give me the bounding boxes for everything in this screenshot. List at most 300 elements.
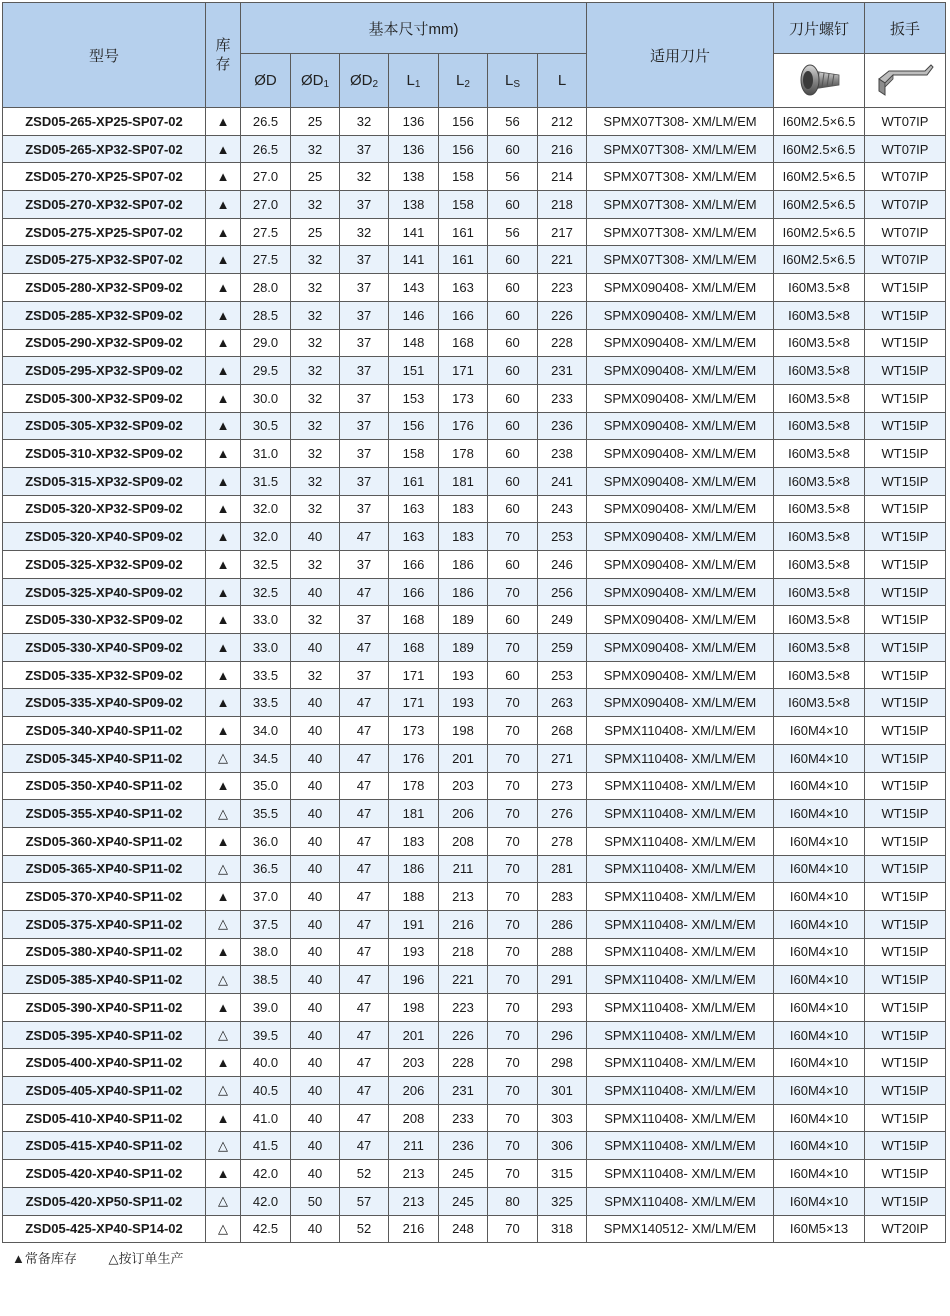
cell-l2: 233 <box>439 1104 488 1132</box>
cell-stock: ▲ <box>206 1049 241 1077</box>
cell-l2: 168 <box>439 329 488 357</box>
cell-insert: SPMX110408- XM/LM/EM <box>587 1077 774 1105</box>
cell-stock: ▲ <box>206 661 241 689</box>
cell-l: 246 <box>538 551 587 579</box>
cell-model: ZSD05-305-XP32-SP09-02 <box>3 412 206 440</box>
cell-insert: SPMX110408- XM/LM/EM <box>587 994 774 1022</box>
cell-insert: SPMX07T308- XM/LM/EM <box>587 191 774 219</box>
cell-screw: I60M5×13 <box>774 1215 865 1243</box>
cell-model: ZSD05-385-XP40-SP11-02 <box>3 966 206 994</box>
cell-screw: I60M4×10 <box>774 938 865 966</box>
cell-ls: 70 <box>488 1215 538 1243</box>
cell-d2: 47 <box>340 1049 389 1077</box>
cell-l1: 178 <box>389 772 439 800</box>
cell-model: ZSD05-325-XP32-SP09-02 <box>3 551 206 579</box>
header-dim-base: L <box>456 71 465 89</box>
header-dim-sub: 1 <box>323 78 330 90</box>
cell-d: 38.5 <box>241 966 291 994</box>
cell-wrench: WT07IP <box>865 108 946 136</box>
cell-screw: I60M4×10 <box>774 1077 865 1105</box>
table-row <box>3 1104 946 1132</box>
cell-ls: 60 <box>488 246 538 274</box>
cell-wrench: WT20IP <box>865 1215 946 1243</box>
cell-l1: 171 <box>389 661 439 689</box>
cell-d1: 40 <box>291 578 340 606</box>
cell-d1: 25 <box>291 108 340 136</box>
cell-screw: I60M3.5×8 <box>774 467 865 495</box>
cell-l2: 156 <box>439 108 488 136</box>
cell-l2: 178 <box>439 440 488 468</box>
cell-l: 271 <box>538 744 587 772</box>
cell-insert: SPMX110408- XM/LM/EM <box>587 1049 774 1077</box>
cell-d1: 32 <box>291 135 340 163</box>
cell-l2: 183 <box>439 523 488 551</box>
cell-d1: 32 <box>291 246 340 274</box>
cell-insert: SPMX07T308- XM/LM/EM <box>587 135 774 163</box>
cell-wrench: WT15IP <box>865 606 946 634</box>
cell-l1: 213 <box>389 1187 439 1215</box>
cell-model: ZSD05-340-XP40-SP11-02 <box>3 717 206 745</box>
cell-l1: 166 <box>389 578 439 606</box>
cell-stock: ▲ <box>206 191 241 219</box>
header-dim <box>340 54 389 108</box>
table-row <box>3 634 946 662</box>
cell-ls: 56 <box>488 108 538 136</box>
cell-l: 259 <box>538 634 587 662</box>
cell-model: ZSD05-310-XP32-SP09-02 <box>3 440 206 468</box>
cell-model: ZSD05-365-XP40-SP11-02 <box>3 855 206 883</box>
cell-d2: 37 <box>340 412 389 440</box>
table-row <box>3 689 946 717</box>
header-dim-base: L <box>406 71 415 89</box>
cell-ls: 70 <box>488 1132 538 1160</box>
cell-insert: SPMX090408- XM/LM/EM <box>587 661 774 689</box>
cell-model: ZSD05-285-XP32-SP09-02 <box>3 301 206 329</box>
cell-d: 34.5 <box>241 744 291 772</box>
header-basic-dims: 基本尺寸mm) <box>241 3 587 54</box>
cell-l: 256 <box>538 578 587 606</box>
cell-ls: 60 <box>488 412 538 440</box>
cell-d1: 40 <box>291 523 340 551</box>
cell-l1: 186 <box>389 855 439 883</box>
cell-stock: ▲ <box>206 301 241 329</box>
cell-d2: 37 <box>340 384 389 412</box>
cell-ls: 70 <box>488 1049 538 1077</box>
cell-insert: SPMX110408- XM/LM/EM <box>587 827 774 855</box>
cell-wrench: WT15IP <box>865 440 946 468</box>
cell-l: 253 <box>538 523 587 551</box>
cell-l1: 193 <box>389 938 439 966</box>
cell-l: 233 <box>538 384 587 412</box>
cell-model: ZSD05-360-XP40-SP11-02 <box>3 827 206 855</box>
cell-insert: SPMX090408- XM/LM/EM <box>587 551 774 579</box>
cell-wrench: WT15IP <box>865 523 946 551</box>
cell-stock: ▲ <box>206 1104 241 1132</box>
cell-d1: 32 <box>291 191 340 219</box>
cell-screw: I60M3.5×8 <box>774 357 865 385</box>
cell-model: ZSD05-425-XP40-SP14-02 <box>3 1215 206 1243</box>
cell-stock: ▲ <box>206 772 241 800</box>
cell-l2: 161 <box>439 246 488 274</box>
cell-model: ZSD05-345-XP40-SP11-02 <box>3 744 206 772</box>
cell-l1: 138 <box>389 163 439 191</box>
cell-screw: I60M4×10 <box>774 744 865 772</box>
cell-d2: 37 <box>340 246 389 274</box>
cell-d2: 47 <box>340 938 389 966</box>
cell-l1: 176 <box>389 744 439 772</box>
table-row <box>3 108 946 136</box>
cell-l: 288 <box>538 938 587 966</box>
cell-l: 226 <box>538 301 587 329</box>
cell-ls: 60 <box>488 440 538 468</box>
cell-stock: △ <box>206 800 241 828</box>
cell-l: 286 <box>538 910 587 938</box>
cell-l2: 201 <box>439 744 488 772</box>
cell-d: 35.5 <box>241 800 291 828</box>
cell-ls: 70 <box>488 1077 538 1105</box>
cell-d2: 37 <box>340 135 389 163</box>
cell-model: ZSD05-350-XP40-SP11-02 <box>3 772 206 800</box>
cell-wrench: WT15IP <box>865 384 946 412</box>
table-row <box>3 274 946 302</box>
cell-insert: SPMX090408- XM/LM/EM <box>587 606 774 634</box>
cell-d: 30.5 <box>241 412 291 440</box>
cell-l: 218 <box>538 191 587 219</box>
cell-screw: I60M4×10 <box>774 883 865 911</box>
cell-model: ZSD05-395-XP40-SP11-02 <box>3 1021 206 1049</box>
cell-d2: 37 <box>340 440 389 468</box>
table-row <box>3 1077 946 1105</box>
cell-screw: I60M3.5×8 <box>774 689 865 717</box>
cell-model: ZSD05-390-XP40-SP11-02 <box>3 994 206 1022</box>
cell-screw: I60M4×10 <box>774 994 865 1022</box>
cell-ls: 56 <box>488 218 538 246</box>
cell-ls: 70 <box>488 827 538 855</box>
cell-screw: I60M4×10 <box>774 1187 865 1215</box>
cell-stock: △ <box>206 910 241 938</box>
cell-d: 31.0 <box>241 440 291 468</box>
cell-d1: 40 <box>291 966 340 994</box>
table-header <box>3 3 946 108</box>
cell-stock: ▲ <box>206 938 241 966</box>
cell-insert: SPMX110408- XM/LM/EM <box>587 744 774 772</box>
cell-wrench: WT07IP <box>865 191 946 219</box>
cell-d1: 40 <box>291 634 340 662</box>
cell-l2: 158 <box>439 191 488 219</box>
cell-d: 32.0 <box>241 523 291 551</box>
cell-d: 38.0 <box>241 938 291 966</box>
cell-model: ZSD05-300-XP32-SP09-02 <box>3 384 206 412</box>
header-dim <box>389 54 439 108</box>
cell-d2: 47 <box>340 910 389 938</box>
cell-screw: I60M2.5×6.5 <box>774 218 865 246</box>
cell-d2: 52 <box>340 1160 389 1188</box>
cell-l1: 198 <box>389 994 439 1022</box>
cell-stock: ▲ <box>206 578 241 606</box>
header-dim <box>439 54 488 108</box>
cell-stock: △ <box>206 1132 241 1160</box>
cell-d1: 40 <box>291 1132 340 1160</box>
cell-l2: 183 <box>439 495 488 523</box>
cell-d1: 32 <box>291 606 340 634</box>
cell-screw: I60M3.5×8 <box>774 661 865 689</box>
cell-ls: 70 <box>488 634 538 662</box>
cell-l2: 166 <box>439 301 488 329</box>
cell-l: 273 <box>538 772 587 800</box>
cell-d2: 32 <box>340 163 389 191</box>
table-row <box>3 467 946 495</box>
cell-stock: ▲ <box>206 523 241 551</box>
cell-d: 29.0 <box>241 329 291 357</box>
cell-l1: 168 <box>389 634 439 662</box>
table-row <box>3 800 946 828</box>
cell-l1: 191 <box>389 910 439 938</box>
cell-wrench: WT07IP <box>865 246 946 274</box>
cell-insert: SPMX110408- XM/LM/EM <box>587 1104 774 1132</box>
cell-insert: SPMX07T308- XM/LM/EM <box>587 246 774 274</box>
cell-screw: I60M4×10 <box>774 717 865 745</box>
cell-screw: I60M2.5×6.5 <box>774 246 865 274</box>
cell-l: 283 <box>538 883 587 911</box>
table-row <box>3 827 946 855</box>
table-row <box>3 966 946 994</box>
cell-d1: 40 <box>291 1215 340 1243</box>
header-stock-line1: 库 <box>215 37 231 54</box>
cell-screw: I60M4×10 <box>774 966 865 994</box>
cell-l: 231 <box>538 357 587 385</box>
cell-ls: 60 <box>488 384 538 412</box>
header-dim <box>538 54 587 108</box>
cell-d: 30.0 <box>241 384 291 412</box>
cell-l1: 201 <box>389 1021 439 1049</box>
cell-l2: 161 <box>439 218 488 246</box>
cell-d2: 47 <box>340 1104 389 1132</box>
cell-l2: 198 <box>439 717 488 745</box>
cell-wrench: WT15IP <box>865 274 946 302</box>
cell-d2: 47 <box>340 800 389 828</box>
table-row <box>3 191 946 219</box>
cell-l1: 136 <box>389 108 439 136</box>
cell-ls: 70 <box>488 994 538 1022</box>
cell-stock: △ <box>206 1077 241 1105</box>
cell-stock: △ <box>206 1021 241 1049</box>
cell-model: ZSD05-330-XP32-SP09-02 <box>3 606 206 634</box>
cell-l1: 163 <box>389 495 439 523</box>
cell-l: 253 <box>538 661 587 689</box>
table-row <box>3 135 946 163</box>
table-row <box>3 772 946 800</box>
cell-d1: 32 <box>291 467 340 495</box>
cell-model: ZSD05-315-XP32-SP09-02 <box>3 467 206 495</box>
cell-insert: SPMX090408- XM/LM/EM <box>587 689 774 717</box>
cell-d: 36.5 <box>241 855 291 883</box>
cell-stock: △ <box>206 1215 241 1243</box>
cell-d: 33.5 <box>241 689 291 717</box>
cell-stock: ▲ <box>206 163 241 191</box>
cell-wrench: WT15IP <box>865 301 946 329</box>
cell-wrench: WT15IP <box>865 412 946 440</box>
cell-model: ZSD05-330-XP40-SP09-02 <box>3 634 206 662</box>
cell-l1: 203 <box>389 1049 439 1077</box>
cell-screw: I60M4×10 <box>774 827 865 855</box>
table-row <box>3 661 946 689</box>
cell-d2: 37 <box>340 467 389 495</box>
cell-ls: 60 <box>488 191 538 219</box>
cell-screw: I60M4×10 <box>774 800 865 828</box>
cell-screw: I60M2.5×6.5 <box>774 108 865 136</box>
cell-d2: 47 <box>340 578 389 606</box>
cell-insert: SPMX090408- XM/LM/EM <box>587 412 774 440</box>
cell-d: 37.5 <box>241 910 291 938</box>
cell-ls: 70 <box>488 938 538 966</box>
table-row <box>3 301 946 329</box>
cell-wrench: WT15IP <box>865 495 946 523</box>
cell-ls: 70 <box>488 578 538 606</box>
cell-insert: SPMX140512- XM/LM/EM <box>587 1215 774 1243</box>
cell-insert: SPMX110408- XM/LM/EM <box>587 1160 774 1188</box>
table-row <box>3 1160 946 1188</box>
cell-d: 42.0 <box>241 1187 291 1215</box>
cell-model: ZSD05-270-XP32-SP07-02 <box>3 191 206 219</box>
cell-model: ZSD05-410-XP40-SP11-02 <box>3 1104 206 1132</box>
cell-l1: 161 <box>389 467 439 495</box>
cell-screw: I60M4×10 <box>774 1132 865 1160</box>
table-row <box>3 1021 946 1049</box>
table-row <box>3 1132 946 1160</box>
cell-l2: 173 <box>439 384 488 412</box>
cell-l: 268 <box>538 717 587 745</box>
cell-l2: 245 <box>439 1160 488 1188</box>
table-row <box>3 910 946 938</box>
cell-wrench: WT07IP <box>865 218 946 246</box>
cell-l: 293 <box>538 994 587 1022</box>
cell-d: 40.0 <box>241 1049 291 1077</box>
cell-wrench: WT15IP <box>865 357 946 385</box>
cell-wrench: WT15IP <box>865 827 946 855</box>
header-dim-base: L <box>504 71 514 89</box>
cell-l1: 211 <box>389 1132 439 1160</box>
cell-insert: SPMX090408- XM/LM/EM <box>587 523 774 551</box>
cell-d2: 37 <box>340 551 389 579</box>
table-row <box>3 578 946 606</box>
header-stock-line2: 存 <box>215 56 231 73</box>
cell-l1: 156 <box>389 412 439 440</box>
header-model: 型号 <box>3 3 206 108</box>
cell-l: 249 <box>538 606 587 634</box>
cell-insert: SPMX110408- XM/LM/EM <box>587 1021 774 1049</box>
cell-ls: 70 <box>488 883 538 911</box>
legend-stocked: ▲常备库存 <box>12 1251 77 1266</box>
table-row <box>3 938 946 966</box>
cell-d1: 32 <box>291 329 340 357</box>
cell-ls: 70 <box>488 966 538 994</box>
cell-ls: 56 <box>488 163 538 191</box>
cell-stock: △ <box>206 855 241 883</box>
cell-d1: 40 <box>291 910 340 938</box>
cell-d: 27.0 <box>241 163 291 191</box>
cell-model: ZSD05-420-XP50-SP11-02 <box>3 1187 206 1215</box>
table-row <box>3 440 946 468</box>
cell-l1: 158 <box>389 440 439 468</box>
table-row <box>3 384 946 412</box>
table-row <box>3 1215 946 1243</box>
cell-l2: 231 <box>439 1077 488 1105</box>
cell-l1: 146 <box>389 301 439 329</box>
cell-l2: 218 <box>439 938 488 966</box>
cell-d1: 32 <box>291 357 340 385</box>
cell-d2: 47 <box>340 827 389 855</box>
cell-insert: SPMX110408- XM/LM/EM <box>587 772 774 800</box>
cell-wrench: WT07IP <box>865 163 946 191</box>
header-dim <box>291 54 340 108</box>
cell-stock: △ <box>206 1187 241 1215</box>
cell-d: 33.5 <box>241 661 291 689</box>
cell-insert: SPMX110408- XM/LM/EM <box>587 938 774 966</box>
cell-l2: 223 <box>439 994 488 1022</box>
cell-insert: SPMX090408- XM/LM/EM <box>587 578 774 606</box>
cell-d2: 47 <box>340 717 389 745</box>
cell-d2: 47 <box>340 855 389 883</box>
cell-d1: 32 <box>291 384 340 412</box>
table-row <box>3 329 946 357</box>
cell-ls: 70 <box>488 717 538 745</box>
cell-ls: 70 <box>488 910 538 938</box>
cell-d2: 52 <box>340 1215 389 1243</box>
cell-d2: 47 <box>340 1132 389 1160</box>
cell-screw: I60M4×10 <box>774 855 865 883</box>
cell-d: 39.0 <box>241 994 291 1022</box>
cell-model: ZSD05-265-XP25-SP07-02 <box>3 108 206 136</box>
table-row <box>3 246 946 274</box>
cell-l: 298 <box>538 1049 587 1077</box>
cell-wrench: WT15IP <box>865 1021 946 1049</box>
cell-l: 278 <box>538 827 587 855</box>
legend-to-order: △按订单生产 <box>108 1251 184 1266</box>
cell-ls: 60 <box>488 135 538 163</box>
header-dim <box>488 54 538 108</box>
cell-d: 27.5 <box>241 246 291 274</box>
cell-d: 42.0 <box>241 1160 291 1188</box>
cell-d: 42.5 <box>241 1215 291 1243</box>
cell-ls: 60 <box>488 301 538 329</box>
cell-model: ZSD05-375-XP40-SP11-02 <box>3 910 206 938</box>
cell-model: ZSD05-405-XP40-SP11-02 <box>3 1077 206 1105</box>
cell-l2: 203 <box>439 772 488 800</box>
cell-l: 318 <box>538 1215 587 1243</box>
cell-l: 238 <box>538 440 587 468</box>
cell-stock: ▲ <box>206 440 241 468</box>
cell-stock: ▲ <box>206 108 241 136</box>
table-row <box>3 523 946 551</box>
header-wrench: 扳手 <box>865 3 946 54</box>
cell-stock: ▲ <box>206 357 241 385</box>
cell-l2: 216 <box>439 910 488 938</box>
cell-d1: 32 <box>291 495 340 523</box>
cell-l1: 206 <box>389 1077 439 1105</box>
cell-wrench: WT15IP <box>865 1104 946 1132</box>
cell-l: 315 <box>538 1160 587 1188</box>
cell-d2: 37 <box>340 606 389 634</box>
cell-screw: I60M3.5×8 <box>774 634 865 662</box>
cell-stock: ▲ <box>206 827 241 855</box>
cell-l: 243 <box>538 495 587 523</box>
cell-l2: 208 <box>439 827 488 855</box>
cell-d: 31.5 <box>241 467 291 495</box>
cell-d2: 47 <box>340 1021 389 1049</box>
cell-wrench: WT15IP <box>865 717 946 745</box>
spec-table <box>2 2 946 1243</box>
cell-screw: I60M4×10 <box>774 772 865 800</box>
